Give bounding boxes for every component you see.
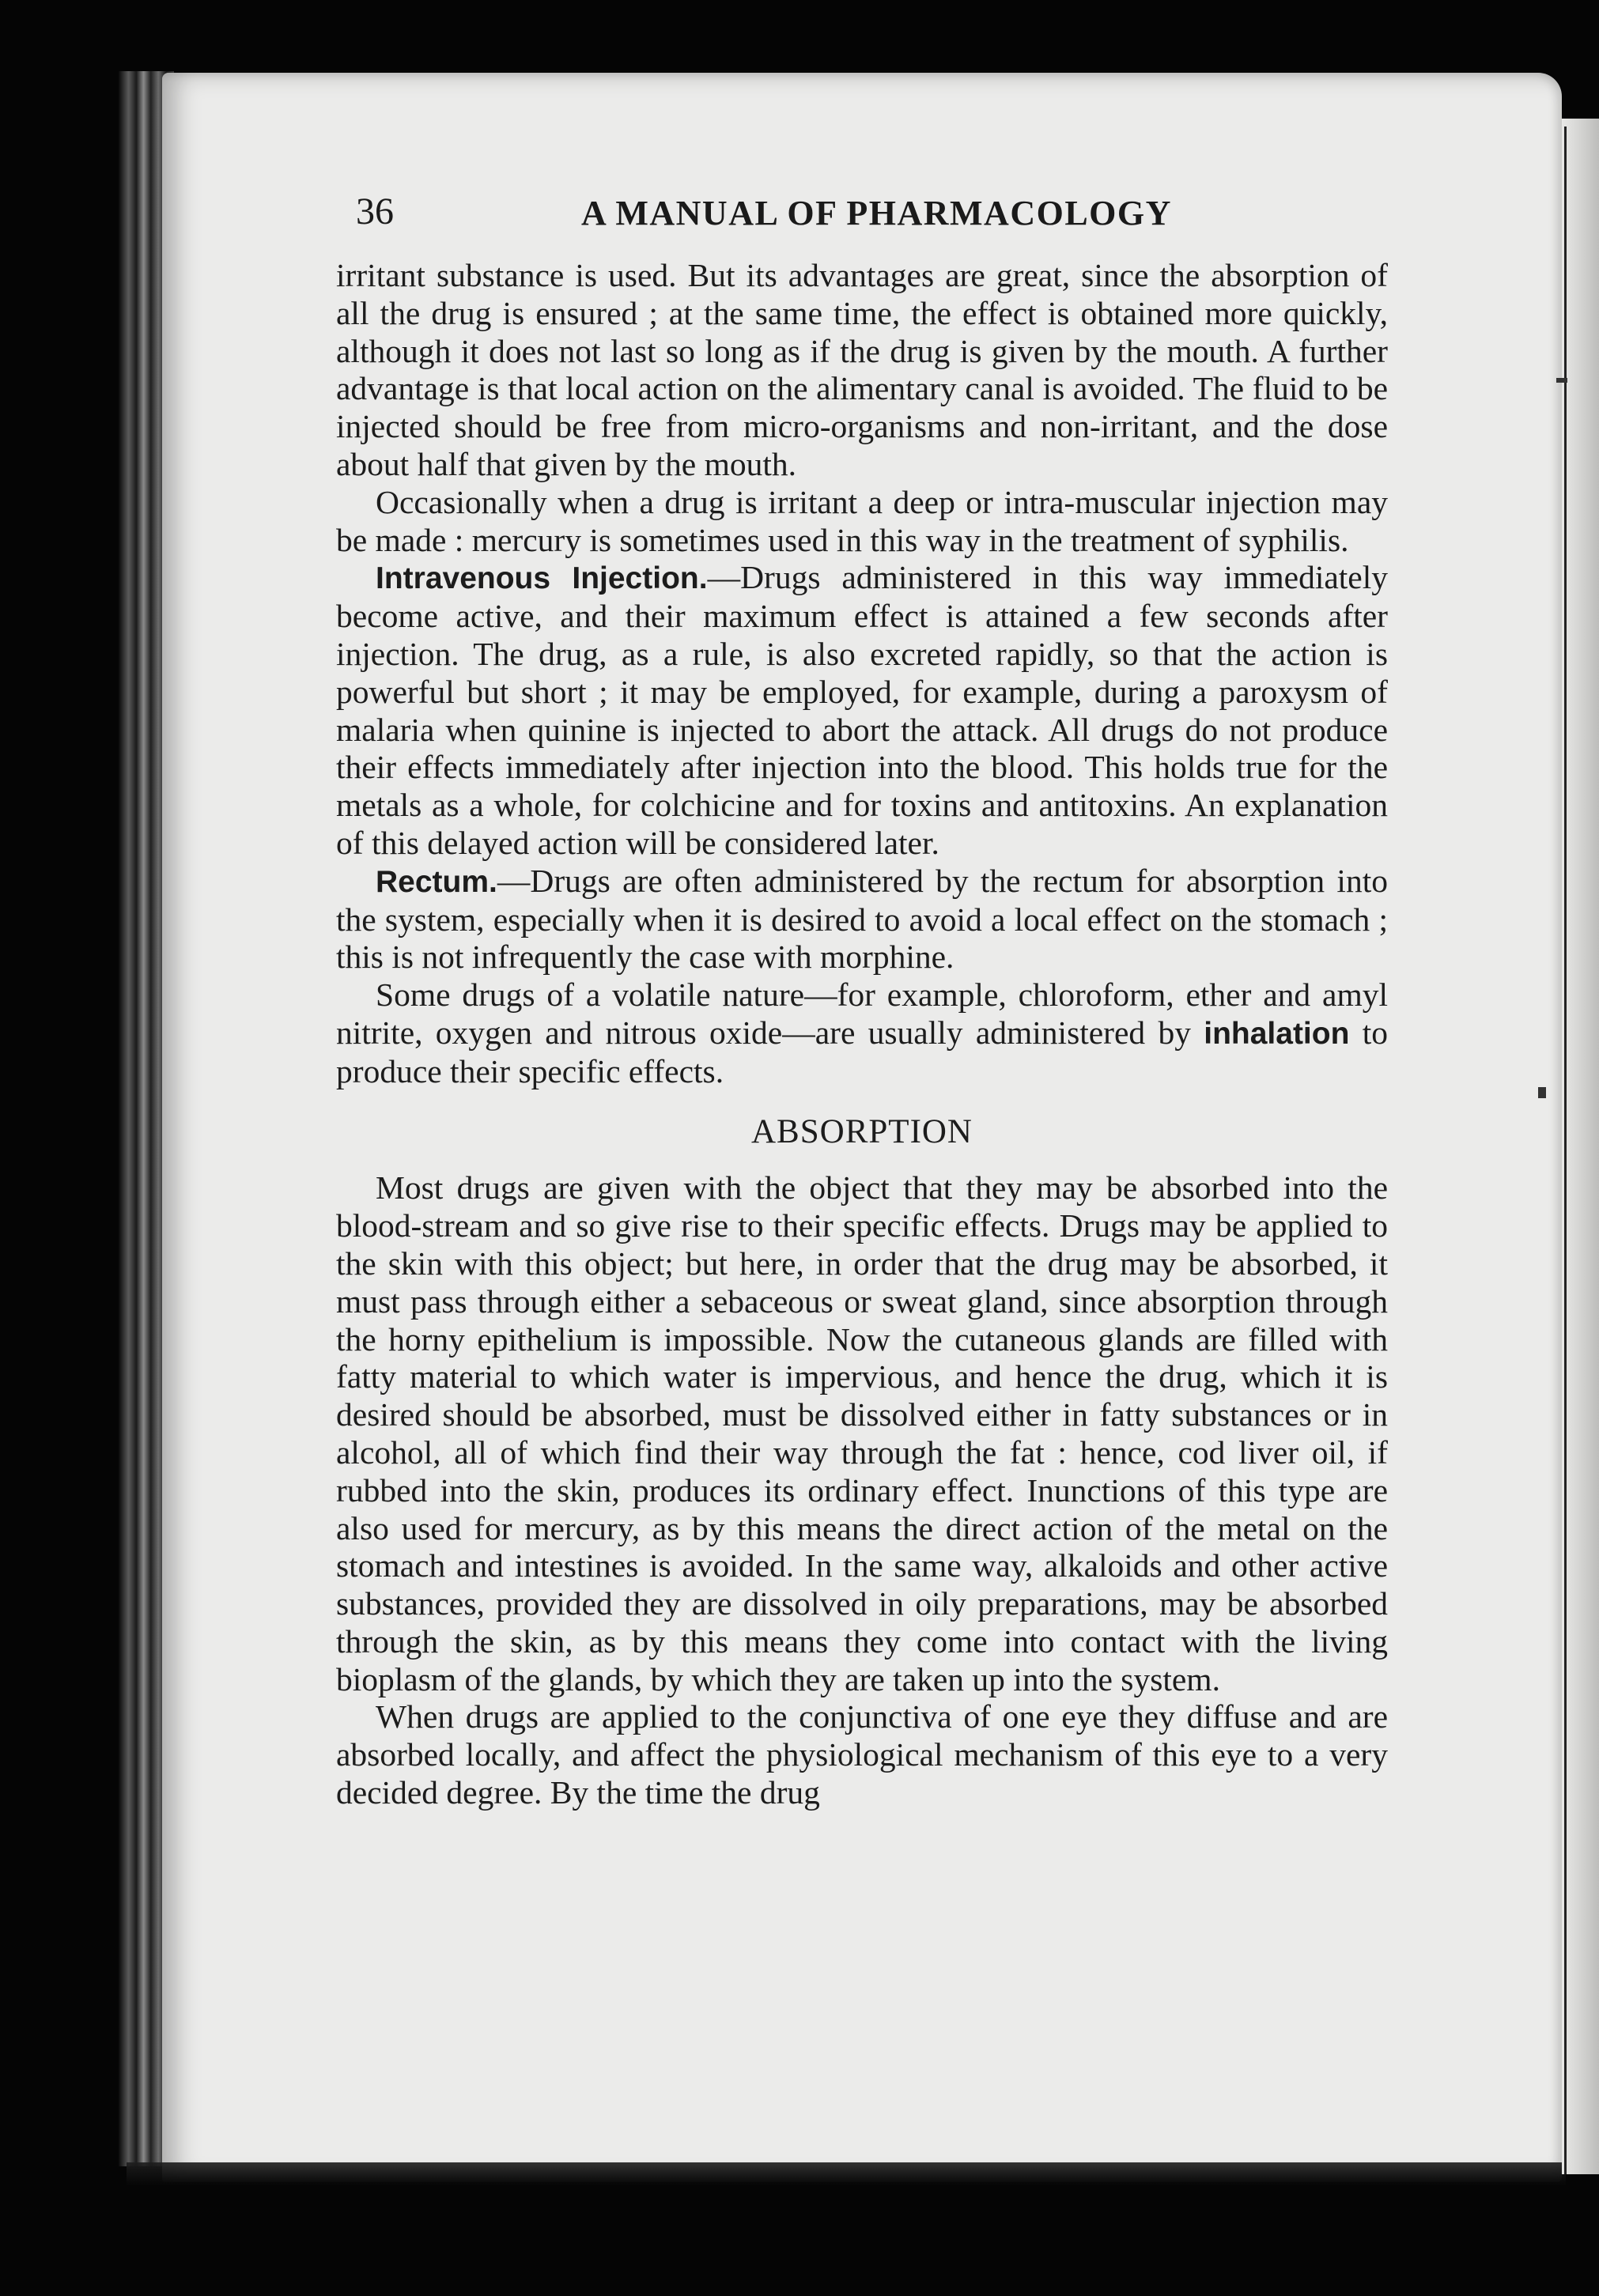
page-header (356, 190, 1384, 245)
paragraph-text: Occasionally when a drug is irritant a deep or intra-muscular injection may be made : mercury is sometimes used in this way in the treatment of syphilis. (336, 483, 1388, 558)
paragraph-text: When drugs are applied to the conjunctiva of one eye they diffuse and are absorbed locally, and affect the physiological mechanism of this eye to a very decided degree. By the time the drug (336, 1698, 1388, 1811)
running-title: A MANUAL OF PHARMACOLOGY (581, 194, 1172, 232)
paragraph-text: irritant substance is used. But its advantages are great, since the absorption of all the drug is ensured ; at the same time, the effect is obtained more quickly, although it does not last so long as if the drug is given by the mouth. A further advantage is that local action on the alimentary canal is avoided. The fluid to be injected should be free from micro-organisms and non-irritant, and the dose about half that given by the mouth. (336, 257, 1388, 482)
section-heading-absorption: ABSORPTION (751, 1112, 973, 1150)
term-intravenous-injection: Intravenous Injection. (376, 561, 708, 596)
page-body (336, 257, 1388, 1812)
margin-mark (1538, 1087, 1546, 1098)
margin-mark (1556, 378, 1567, 383)
paragraph-text: Some drugs of a volatile nature—for example, chloroform, ether and amyl nitrite, oxygen and nitrous oxide—are usually administered by (336, 976, 1388, 1051)
paragraph-inhalation (336, 976, 1388, 1090)
paragraph-text: to produce their specific effects. (336, 1014, 1388, 1089)
paragraph-intravenous (336, 559, 1388, 862)
facing-page-edge (1562, 119, 1599, 2174)
term-inhalation: inhalation (1204, 1016, 1350, 1051)
paragraph-conjunctiva (336, 1698, 1388, 1811)
paragraph-text: —Drugs are often administered by the rectum for absorption into the system, especially when it is desired to avoid a local effect on the stomach ; this is not infrequently the case with morphine. (336, 862, 1388, 976)
paragraph-text: —Drugs administered in this way immediately become active, and their maximum effect is attained a few seconds after injection. The drug, as a rule, is also excreted rapidly, so that the action is powerful but short ; it may be employed, for example, during a paroxysm of malaria when quinine is injected to abort the attack. All drugs do not produce their effects immediately after injection into the blood. This holds true for the metals as a whole, for colchicine and for toxins and antitoxins. An explanation of this delayed action will be considered later. (336, 559, 1388, 861)
term-rectum: Rectum. (376, 864, 497, 899)
facing-page-edge-line (1564, 127, 1567, 2174)
paragraph-text: Most drugs are given with the object that they may be absorbed into the blood-stream and so give rise to their specific effects. Drugs may be applied to the skin with this object; but here, in order that the drug may be absorbed, it must pass through either a sebaceous or sweat gland, since absorption through the horny epithelium is impossible. Now the cutaneous glands are filled with fatty material to which water is impervious, and hence the drug, which it is desired should be absorbed, must be dissolved either in fatty substances or in alcohol, all of which find their way through the fat : hence, cod liver oil, if rubbed into the skin, produces its ordinary effect. Inunctions of this type are also used for mercury, as by this means the direct action of the metal on the stomach and intestines is avoided. In the same way, alkaloids and other active substances, provided they are dissolved in oily preparations, may be absorbed through the skin, as by this means they come into contact with the living bioplasm of the glands, by which they are taken up into the system. (336, 1169, 1388, 1697)
paragraph-continuation (336, 257, 1388, 484)
paragraph-absorption-skin (336, 1169, 1388, 1698)
paragraph-rectum (336, 863, 1388, 976)
page-bottom-shadow (127, 2162, 1566, 2186)
page-number: 36 (356, 191, 394, 232)
paragraph-intramuscular (336, 484, 1388, 560)
